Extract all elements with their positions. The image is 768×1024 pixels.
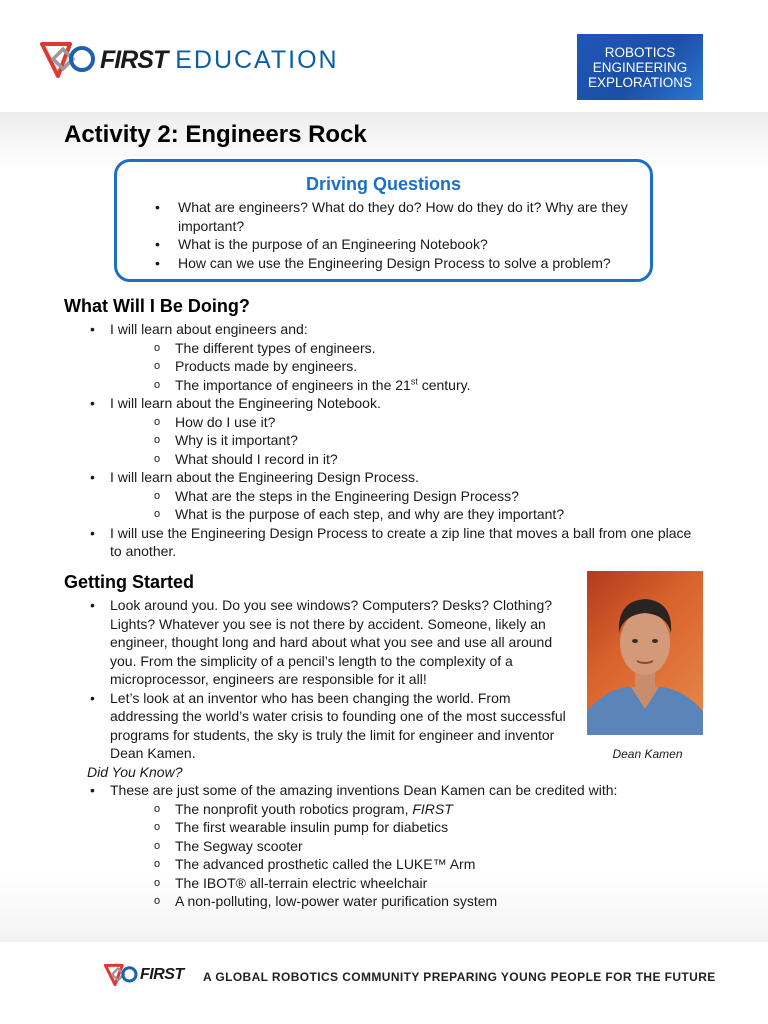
section-heading-getting-started: Getting Started bbox=[64, 572, 195, 592]
sub-list-text: century. bbox=[417, 376, 471, 393]
section-heading-doing: What Will I Be Doing? bbox=[64, 296, 250, 316]
sub-list-item bbox=[154, 376, 700, 395]
sub-list bbox=[110, 413, 700, 469]
logo-education-text: EDUCATION bbox=[175, 45, 339, 74]
list-item-text: I will learn about engineers and: bbox=[110, 321, 308, 337]
logo-first-text: FIRST bbox=[100, 45, 168, 74]
list-item bbox=[90, 320, 700, 394]
first-logo-icon bbox=[40, 40, 96, 80]
list-item: • What are engineers? What do they do? How do they do it? Why are they important? bbox=[147, 198, 637, 235]
superscript: st bbox=[410, 375, 418, 386]
sub-list-item: o Why is it important? bbox=[154, 431, 700, 450]
badge-line: EXPLORATIONS bbox=[587, 74, 693, 90]
sub-list-item: o What should I record in it? bbox=[154, 450, 700, 469]
page-header bbox=[0, 0, 768, 112]
badge-line: ROBOTICS bbox=[604, 44, 676, 60]
list-item bbox=[90, 468, 700, 524]
emphasis-text: FIRST bbox=[412, 800, 453, 817]
first-logo-icon bbox=[104, 963, 138, 987]
sub-list bbox=[110, 800, 710, 911]
list-item: • What is the purpose of an Engineering Notebook? bbox=[147, 235, 637, 254]
sub-list bbox=[110, 487, 700, 524]
dean-kamen-photo bbox=[587, 571, 703, 735]
driving-questions-box bbox=[114, 159, 653, 282]
list-item: • How can we use the Engineering Design Process to solve a problem? bbox=[147, 254, 637, 273]
page-title: Activity 2: Engineers Rock bbox=[64, 121, 367, 148]
footer-tagline: A GLOBAL ROBOTICS COMMUNITY PREPARING YOUNG PEOPLE FOR THE FUTURE bbox=[203, 970, 716, 984]
list-item: • Let’s look at an inventor who has been changing the world. From addressing the world’s water crisis to founding one of the most successful programs for students, the sky is truly the limit for engineer and inventor Dean Kamen. bbox=[90, 689, 582, 763]
list-item-text: These are just some of the amazing inventions Dean Kamen can be credited with: bbox=[110, 782, 618, 798]
list-item bbox=[90, 394, 700, 468]
sub-list-item: o Products made by engineers. bbox=[154, 357, 700, 376]
portrait-illustration bbox=[587, 571, 703, 735]
sub-list-item: o How do I use it? bbox=[154, 413, 700, 432]
sub-list-item: o The different types of engineers. bbox=[154, 339, 700, 358]
sub-list bbox=[110, 339, 700, 395]
sub-list-text: The nonprofit youth robotics program, bbox=[175, 800, 413, 817]
sub-list-item: o The first wearable insulin pump for diabetics bbox=[154, 818, 710, 837]
sub-list-item: o The IBOT® all-terrain electric wheelchair bbox=[154, 874, 710, 893]
sub-list-text: The importance of engineers in the 21 bbox=[175, 376, 411, 393]
driving-questions-list bbox=[147, 198, 637, 272]
list-item-text: I will learn about the Engineering Design Process. bbox=[110, 469, 419, 485]
sub-list-item: o The Segway scooter bbox=[154, 837, 710, 856]
sub-list-item: o The advanced prosthetic called the LUKE™ Arm bbox=[154, 855, 710, 874]
first-education-logo bbox=[40, 40, 339, 80]
sub-list-item: o What is the purpose of each step, and why are they important? bbox=[154, 505, 700, 524]
driving-questions-heading: Driving Questions bbox=[305, 174, 462, 194]
badge-line: ENGINEERING bbox=[592, 59, 688, 75]
inventions-list bbox=[90, 781, 710, 911]
list-item bbox=[90, 781, 710, 911]
sub-list-item: o What are the steps in the Engineering Design Process? bbox=[154, 487, 700, 506]
did-you-know-label: Did You Know? bbox=[87, 764, 183, 780]
list-item: • I will use the Engineering Design Process to create a zip line that moves a ball from one place to another. bbox=[90, 524, 700, 561]
list-item-text: I will learn about the Engineering Notebook. bbox=[110, 395, 381, 411]
list-item: • Look around you. Do you see windows? Computers? Desks? Clothing? Lights? Whatever you see is not there by accident. Someone, likely an engineer, thought long and hard about what you see and use all around you. From the simplicity of a pencil’s length to the complexity of a microprocessor, engineers are responsible for it all! bbox=[90, 596, 582, 689]
photo-caption: Dean Kamen bbox=[612, 747, 683, 761]
sub-list-item: o A non-polluting, low-power water purification system bbox=[154, 892, 710, 911]
sub-list-item bbox=[154, 800, 710, 819]
robotics-engineering-explorations-badge bbox=[577, 34, 703, 100]
getting-started-list bbox=[90, 596, 582, 763]
footer-first-logo bbox=[104, 963, 184, 987]
footer-logo-first-text: FIRST bbox=[140, 966, 184, 983]
doing-list bbox=[90, 320, 700, 561]
